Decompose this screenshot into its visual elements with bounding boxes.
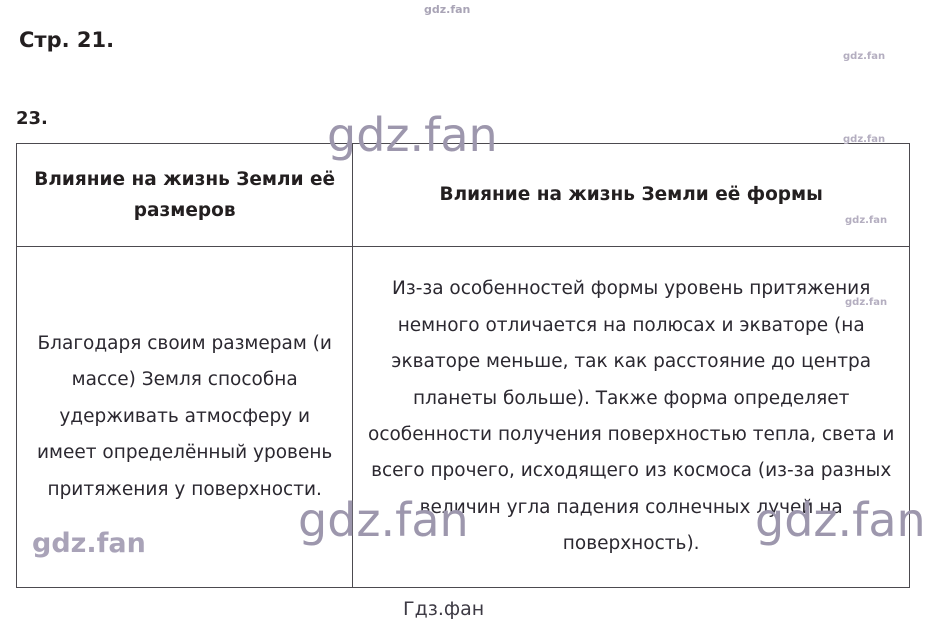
task-number: 23. [16, 108, 48, 129]
table-header-size: Влияние на жизнь Земли её размеров [17, 144, 353, 247]
watermark-right-2: gdz.fan [843, 134, 886, 145]
table-cell-shape-answer: Из-за особенностей формы уровень притяжения немного отличается на полюсах и экваторе (на экваторе меньше, так как расстояние до центра планеты больше). Также форма определяет особенности получения поверхностью тепла, света и всего прочего, исходящего из космоса (из-за разных величин угла падения солнечных лучей на поверхность). [353, 247, 910, 588]
watermark-bottom-right: gdz.fan [755, 493, 926, 547]
page-label: Стр. 21. [19, 28, 115, 52]
watermark-right-3: gdz.fan [845, 215, 888, 226]
watermark-center-title: gdz.fan [327, 108, 498, 162]
table-row [17, 247, 910, 588]
answer-table [16, 143, 910, 588]
watermark-bottom-left: gdz.fan [32, 528, 146, 559]
watermark-bottom-center: gdz.fan [298, 493, 469, 547]
watermark-top-center: gdz.fan [424, 3, 471, 16]
table-cell-size-answer: Благодаря своим размерам (и массе) Земля способна удерживать атмосферу и имеет определённый уровень притяжения у поверхности. [17, 247, 353, 588]
watermark-right-1: gdz.fan [843, 51, 886, 62]
watermark-right-4: gdz.fan [845, 297, 888, 308]
table-header-shape: Влияние на жизнь Земли её формы [353, 144, 910, 247]
table-row [17, 144, 910, 247]
bottom-caption: Гдз.фан [403, 598, 485, 620]
